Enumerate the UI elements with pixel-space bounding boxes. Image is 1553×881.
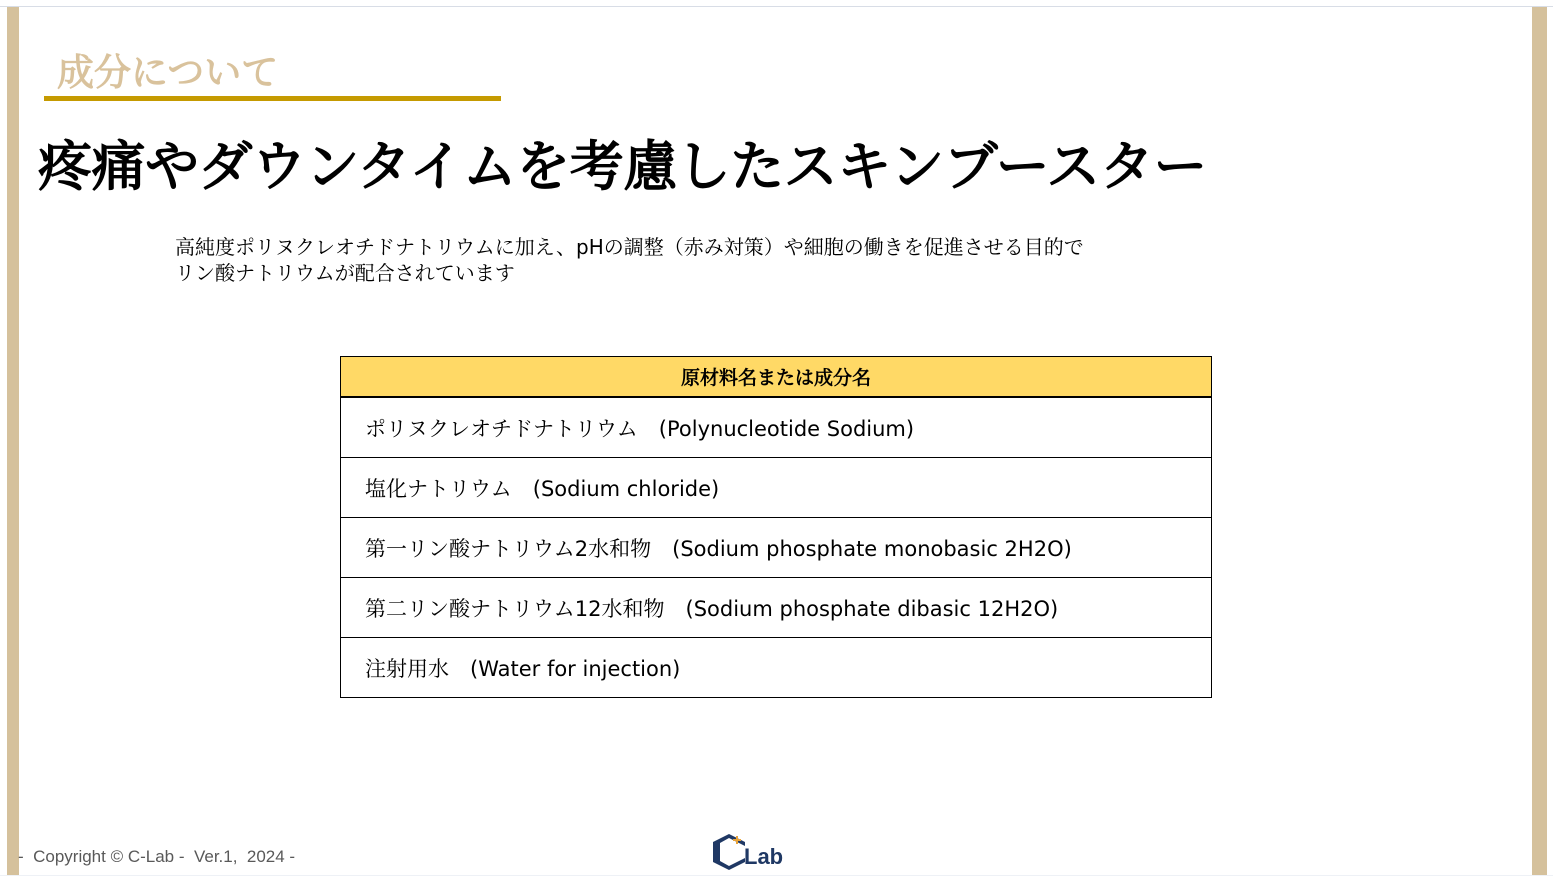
table-cell: 第二リン酸ナトリウム12水和物 (Sodium phosphate dibasic 12H2O) [341,578,1212,638]
section-title: 成分について [57,51,279,94]
ingredients-table [340,356,1212,698]
table-cell: ポリヌクレオチドナトリウム (Polynucleotide Sodium) [341,397,1212,458]
table-row [341,397,1212,458]
table-header-row [341,357,1212,398]
description-line-2: リン酸ナトリウムが配合されています [175,261,515,285]
description-line-1: 高純度ポリヌクレオチドナトリウムに加え、pHの調整（赤み対策）や細胞の働きを促進させる目的で [175,235,1084,259]
footer-copyright: - Copyright © C-Lab - Ver.1, 2024 - [18,847,296,866]
table-cell: 塩化ナトリウム (Sodium chloride) [341,458,1212,518]
table-row [341,458,1212,518]
table-header-cell: 原材料名または成分名 [341,357,1212,398]
table-cell: 注射用水 (Water for injection) [341,638,1212,698]
bottom-divider [0,875,1553,876]
description [175,234,1084,286]
top-divider [0,6,1553,7]
c-lab-logo [711,832,791,872]
table-row [341,638,1212,698]
logo-text: Lab [744,844,784,869]
table-cell: 第一リン酸ナトリウム2水和物 (Sodium phosphate monobasic 2H2O) [341,518,1212,578]
left-accent-bar [7,7,19,875]
page-title: 疼痛やダウンタイムを考慮したスキンブースター [38,135,1207,198]
section-title-underline [44,96,501,101]
right-accent-bar [1532,7,1547,875]
table-row [341,518,1212,578]
table-row [341,578,1212,638]
